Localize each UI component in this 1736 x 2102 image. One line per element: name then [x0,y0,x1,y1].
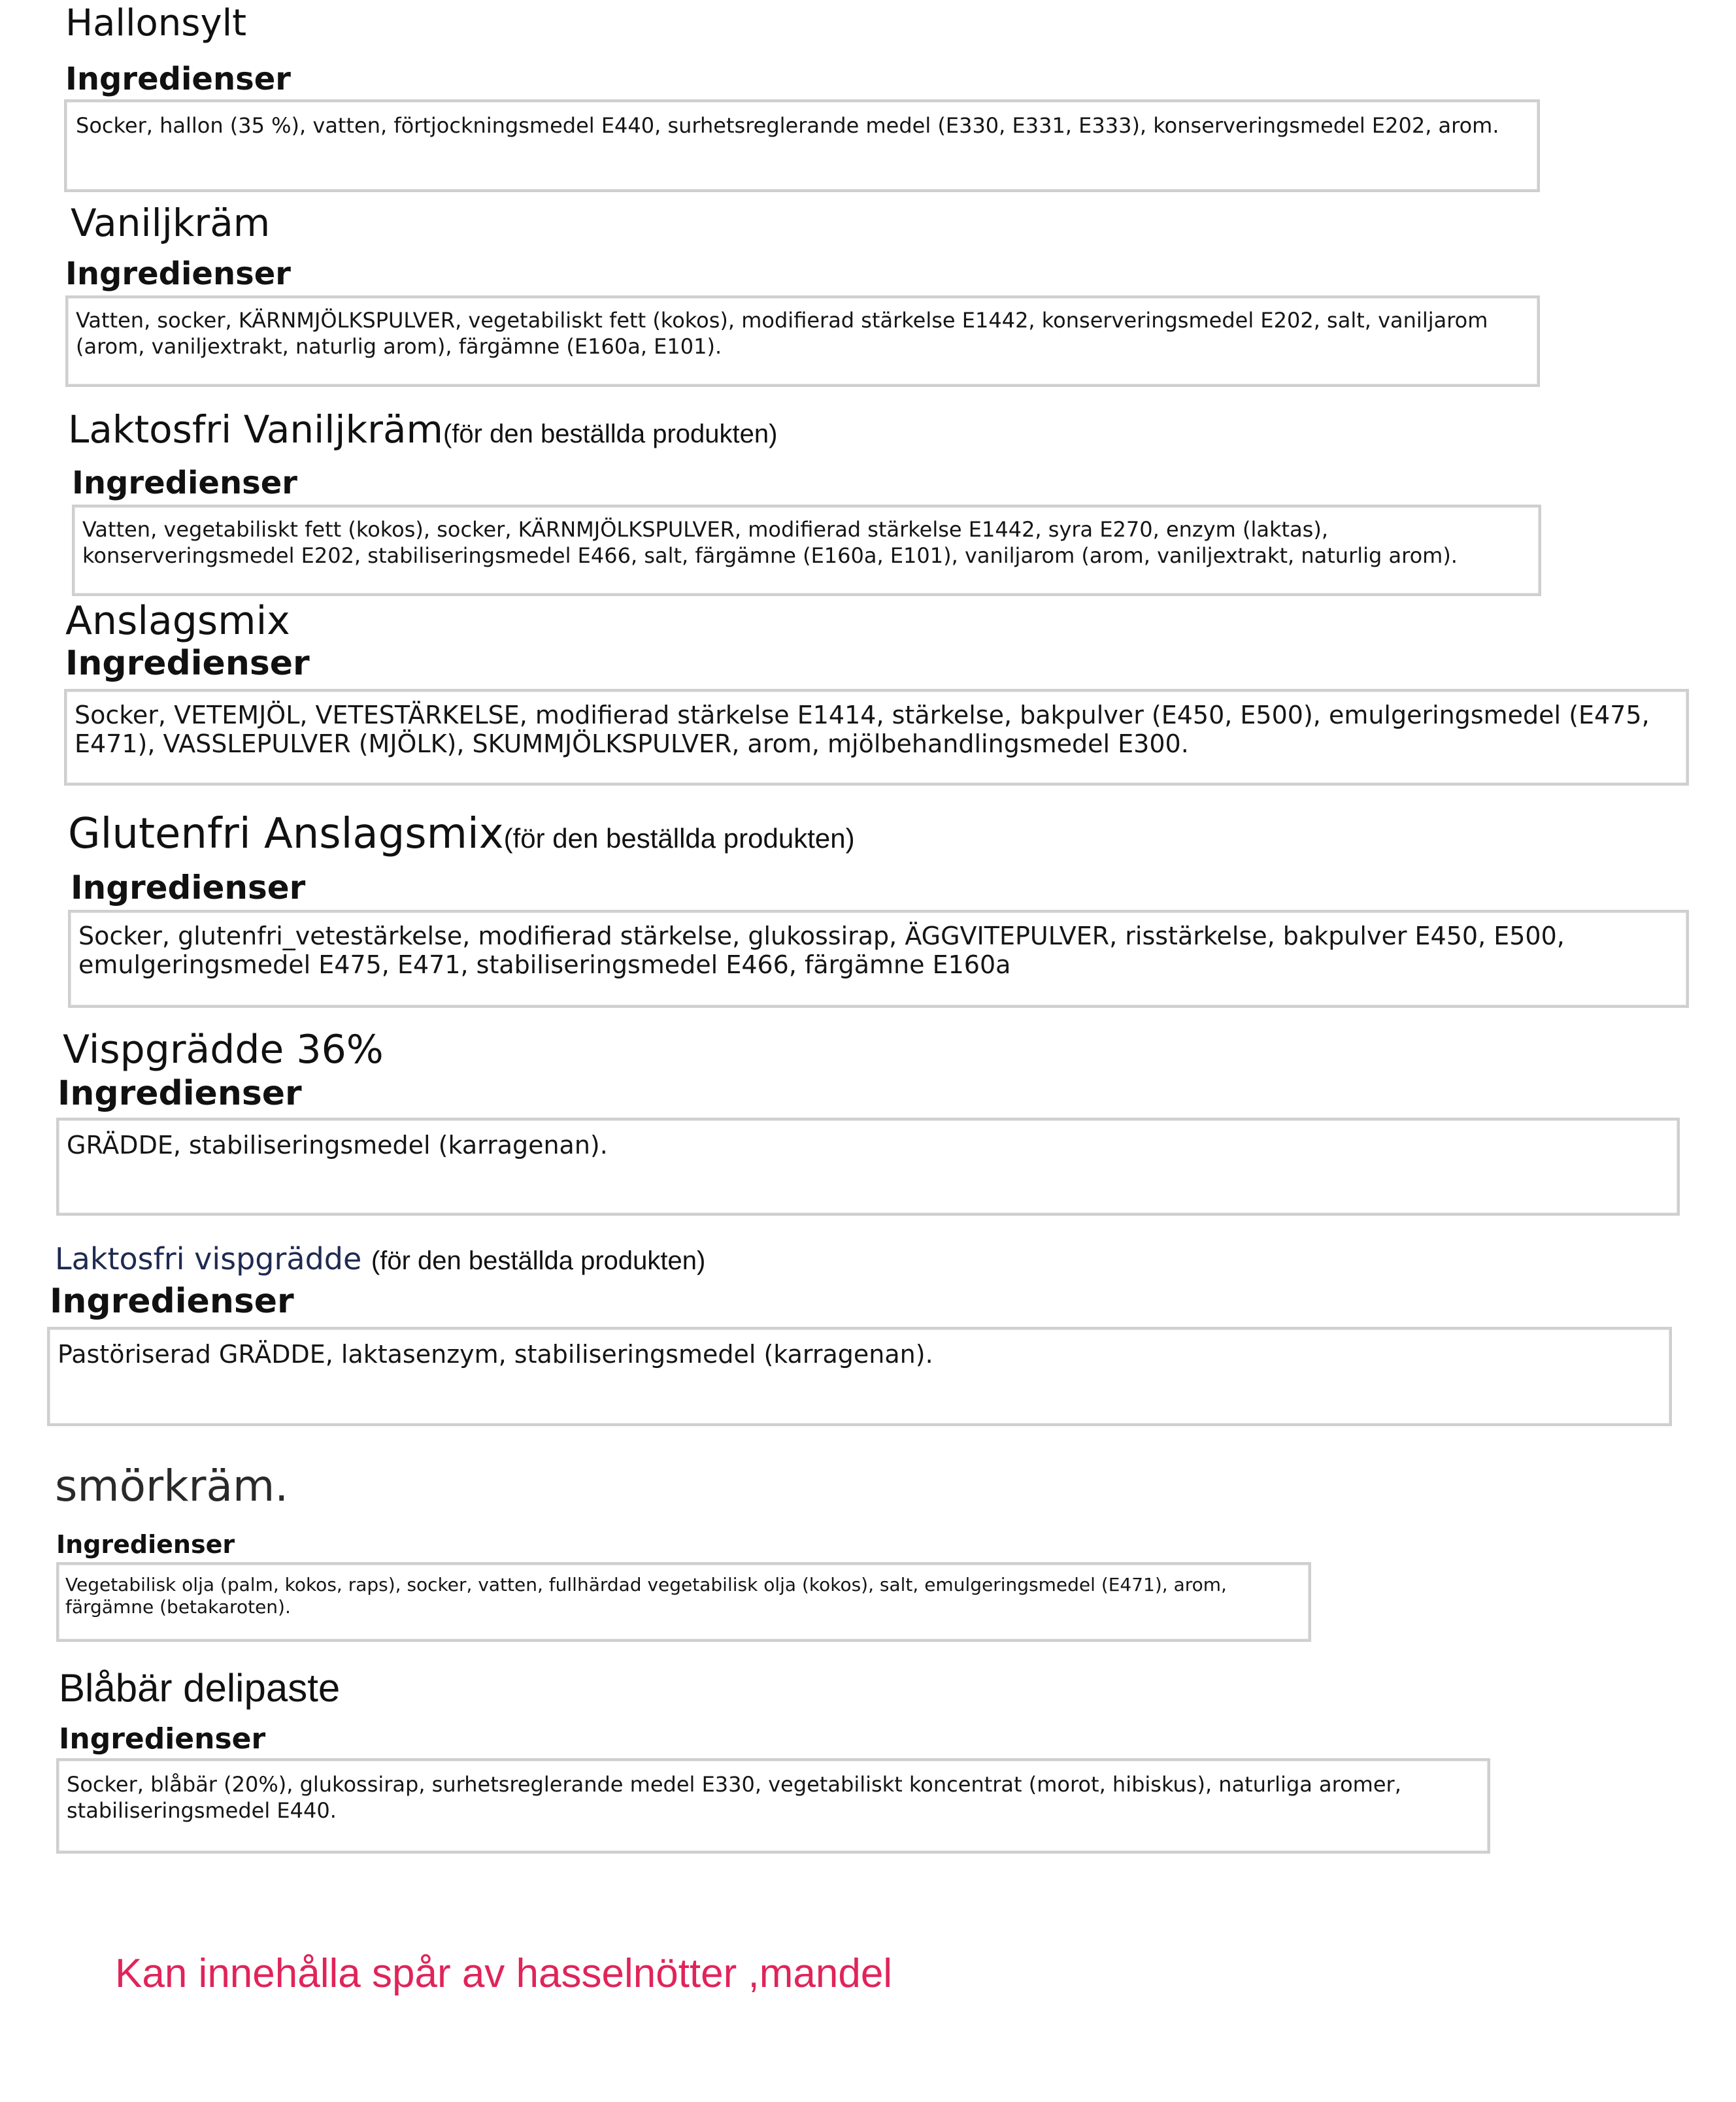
product-name: Vispgrädde 36% [63,1027,384,1073]
ingredients-heading: Ingredienser [65,256,291,292]
product-name: smörkräm. [55,1461,289,1511]
product-note: (för den beställda produkten) [443,420,778,448]
product-title-hallonsylt [65,3,246,44]
product-note: (för den beställda produkten) [371,1246,706,1275]
ingredients-text: Vegetabilisk olja (palm, kokos, raps), socker, vatten, fullhärdad vegetabilisk olja (kokos), salt, emulgeringsmedel (E471), arom, färgämne (betakaroten). [65,1574,1227,1618]
ingredients-text: Socker, glutenfri_vetestärkelse, modifierad stärkelse, glukossirap, ÄGGVITEPULVER, risstärkelse, bakpulver E450, E500, emulgeringsmedel E475, E471, stabiliseringsmedel E466, färgämne E160a [78,922,1565,979]
ingredients-text: Socker, blåbär (20%), glukossirap, surhetsreglerande medel E330, vegetabiliskt koncentrat (morot, hibiskus), naturliga aromer, stabiliseringsmedel E440. [67,1772,1401,1823]
ingredients-text: Vatten, socker, KÄRNMJÖLKSPULVER, vegetabiliskt fett (kokos), modifierad stärkelse E1442, konserveringsmedel E202, salt, vaniljarom (arom, vaniljextrakt, naturlig arom), färgämne (E160a, E101). [76,308,1488,359]
product-name: Blåbär delipaste [59,1666,341,1710]
ingredients-heading: Ingredienser [65,61,291,97]
ingredients-box-smorkram [56,1562,1311,1642]
product-title-vispgradde [63,1027,384,1073]
ingredients-box-blabar-delipaste [56,1758,1490,1854]
ingredients-box-laktosfri-vispgradde [47,1327,1672,1426]
product-title-laktosfri-vispgradde [55,1242,705,1276]
ingredients-text: Socker, hallon (35 %), vatten, förtjockningsmedel E440, surhetsreglerande medel (E330, E331, E333), konserveringsmedel E202, arom. [76,113,1499,138]
ingredients-heading: Ingredienser [65,644,310,683]
ingredients-box-glutenfri-anslagsmix [68,910,1689,1008]
ingredients-box-vaniljkram [65,295,1540,387]
product-note: (för den beställda produkten) [503,823,855,854]
ingredients-heading: Ingredienser [50,1282,294,1321]
product-name: Vaniljkräm [71,201,271,245]
ingredients-box-anslagsmix [64,689,1689,786]
ingredients-text: Vatten, vegetabiliskt fett (kokos), socker, KÄRNMJÖLKSPULVER, modifierad stärkelse E1442, syra E270, enzym (laktas), konserveringsmedel E202, stabiliseringsmedel E466, salt, färgämne (E160a, E101), vaniljarom (arom, vaniljextrakt, naturlig arom). [82,517,1458,568]
product-name: Anslagsmix [65,598,290,644]
ingredients-text: GRÄDDE, stabiliseringsmedel (karragenan). [67,1131,608,1159]
ingredients-heading: Ingredienser [59,1722,266,1756]
ingredients-heading: Ingredienser [58,1074,302,1113]
ingredients-text: Socker, VETEMJÖL, VETESTÄRKELSE, modifierad stärkelse E1414, stärkelse, bakpulver (E450, E500), emulgeringsmedel (E475, E471), VASSLEPULVER (MJÖLK), SKUMMJÖLKSPULVER, arom, mjölbehandlingsmedel E300. [75,701,1650,758]
product-title-anslagsmix [65,599,290,644]
product-name: Laktosfri vispgrädde [55,1241,362,1276]
ingredients-heading: Ingredienser [56,1530,235,1559]
allergen-warning: Kan innehålla spår av hasselnötter ,mandel [115,1951,893,1996]
product-title-glutenfri-anslagsmix [68,810,855,859]
product-name: Laktosfri Vaniljkräm [68,407,443,452]
ingredients-box-vispgradde [56,1118,1680,1216]
ingredients-text: Pastöriserad GRÄDDE, laktasenzym, stabiliseringsmedel (karragenan). [58,1340,933,1369]
product-name: Glutenfri Anslagsmix [68,810,504,858]
product-name: Hallonsylt [65,2,247,44]
ingredients-heading: Ingredienser [72,465,297,501]
product-title-vaniljkram [71,201,270,245]
product-title-blabar-delipaste [59,1665,340,1710]
ingredients-box-hallonsylt [64,99,1540,192]
product-title-smorkram [55,1461,288,1511]
ingredients-heading: Ingredienser [71,869,306,907]
product-title-laktosfri-vaniljkram [68,408,777,452]
ingredients-box-laktosfri-vaniljkram [72,505,1541,596]
